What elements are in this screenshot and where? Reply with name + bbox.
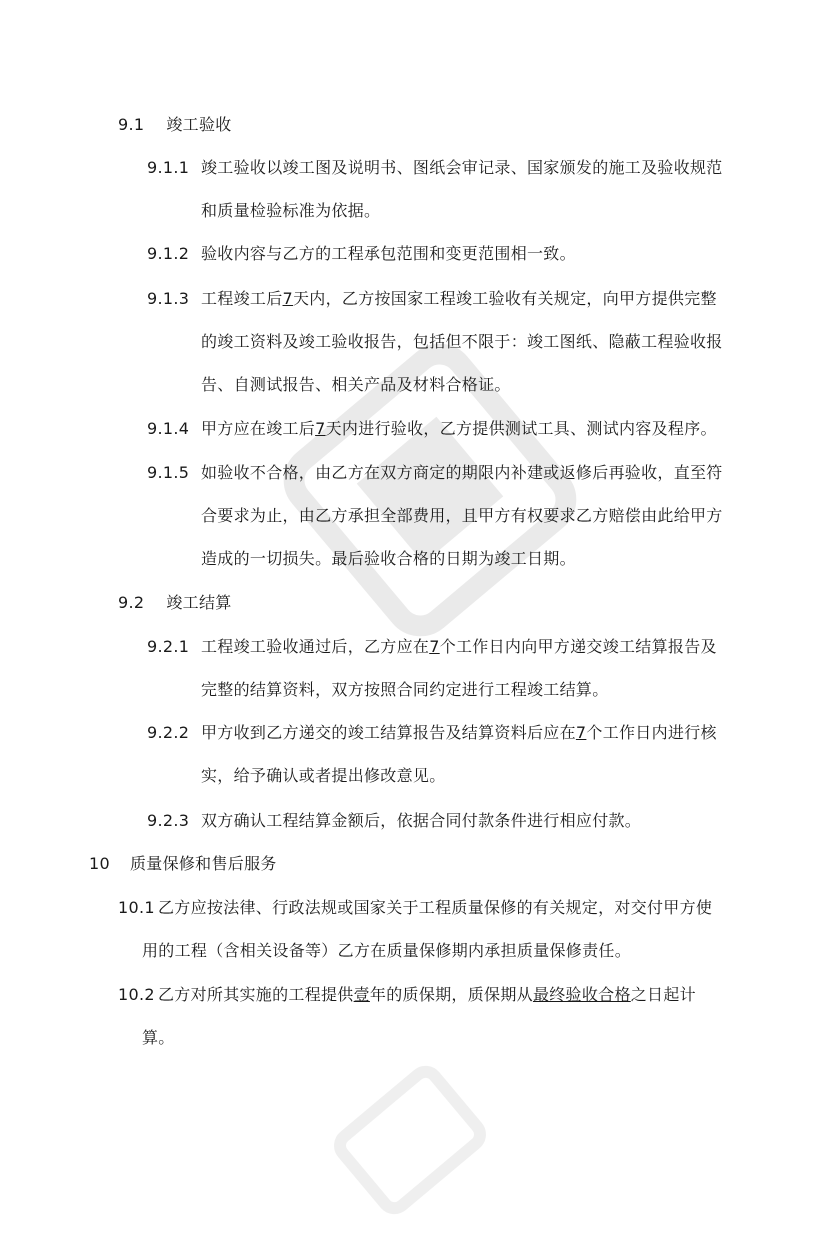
clause-9-2-3: 9.2.3 双方确认工程结算金额后，依据合同付款条件进行相应付款。 — [147, 811, 642, 830]
clause-9-2-1: 9.2.1 工程竣工验收通过后，乙方应在7个工作日内向甲方递交竣工结算报告及 — [147, 637, 717, 656]
clause-9-1-3: 9.1.3 工程竣工后7天内，乙方按国家工程竣工验收有关规定，向甲方提供完整 — [147, 289, 717, 308]
heading-9-1: 9.1 竣工验收 — [118, 115, 232, 134]
warranty-start: 最终验收合格 — [532, 985, 631, 1004]
clause-10-1: 10.1 乙方应按法律、行政法规或国家关于工程质量保修的有关规定，对交付甲方使 — [118, 898, 713, 917]
clause-9-1-2: 9.1.2 验收内容与乙方的工程承包范围和变更范围相一致。 — [147, 244, 576, 263]
days-value: 7 — [315, 419, 326, 438]
clause-9-1-5-cont: 合要求为止，由乙方承担全部费用，且甲方有权要求乙方赔偿由此给甲方 — [201, 506, 723, 525]
clause-9-2-2-cont: 实，给予确认或者提出修改意见。 — [201, 766, 446, 785]
warranty-period: 壹 — [353, 985, 370, 1004]
clause-10-2-cont: 算。 — [142, 1028, 175, 1047]
days-value: 7 — [575, 723, 587, 742]
watermark-logo — [247, 307, 613, 673]
clause-9-1-3-cont2: 告、自测试报告、相关产品及材料合格证。 — [201, 375, 511, 394]
clause-9-1-5-cont2: 造成的一切损失。最后验收合格的日期为竣工日期。 — [201, 549, 576, 568]
clause-9-1-4: 9.1.4 甲方应在竣工后7天内进行验收，乙方提供测试工具、测试内容及程序。 — [147, 419, 717, 438]
heading-9-2: 9.2 竣工结算 — [118, 593, 232, 612]
heading-10: 10 质量保修和售后服务 — [89, 854, 277, 873]
clause-10-1-cont: 用的工程（含相关设备等）乙方在质量保修期内承担质量保修责任。 — [142, 941, 632, 960]
clause-9-2-1-cont: 完整的结算资料，双方按照合同约定进行工程竣工结算。 — [201, 680, 609, 699]
clause-9-1-3-cont: 的竣工资料及竣工验收报告，包括但不限于：竣工图纸、隐蔽工程验收报 — [201, 332, 723, 351]
clause-9-1-1-cont: 和质量检验标准为依据。 — [201, 201, 381, 220]
watermark-logo-bottom — [310, 1043, 510, 1237]
clause-10-2: 10.2 乙方对所其实施的工程提供壹年的质保期，质保期从最终验收合格之日起计 — [118, 985, 696, 1004]
days-value: 7 — [429, 637, 440, 656]
days-value: 7 — [282, 289, 293, 308]
clause-9-2-2: 9.2.2 甲方收到乙方递交的竣工结算报告及结算资料后应在7个工作日内进行核 — [147, 723, 717, 742]
clause-9-1-1: 9.1.1 竣工验收以竣工图及说明书、图纸会审记录、国家颁发的施工及验收规范 — [147, 158, 723, 177]
clause-9-1-5: 9.1.5 如验收不合格，由乙方在双方商定的期限内补建或返修后再验收，直至符 — [147, 463, 723, 482]
